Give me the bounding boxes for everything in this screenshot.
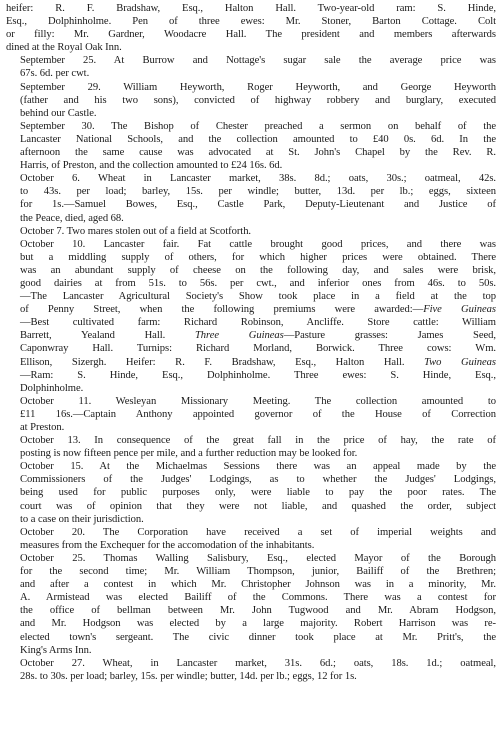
text-line: —The Lancaster Agricultural Society's Show took place in a field at the top bbox=[20, 291, 496, 303]
text-line: the office of bellman between Mr. John Tugwood and Mr. Abram Hodgson, bbox=[20, 605, 496, 617]
text-line: afternoon the same cause was advocated at St. John's Chapel by the Rev. R. bbox=[20, 147, 496, 159]
text-line: dined at the Royal Oak Inn. bbox=[6, 42, 122, 54]
text-line: —Best cultivated farm: Richard Robinson, Ancliffe. Store cattle: William bbox=[20, 317, 496, 329]
text-line: Caponwray Hall. Turnips: Richard Morland, Borwick. Three cows: Wm. bbox=[20, 343, 496, 355]
text-line: October 15. At the Michaelmas Sessions there was an appeal made by the bbox=[20, 461, 496, 473]
text-line: to 43s. per load; barley, 15s. per windle; butter, 13d. per lb.; eggs, sixteen bbox=[20, 186, 496, 198]
text-line: October 27. Wheat, in Lancaster market, 31s. 6d.; oats, 18s. 1d.; oatmeal, bbox=[20, 657, 496, 669]
text-line: and after a contest in which Mr. Christopher Johnson was in a minority, Mr. bbox=[20, 579, 496, 591]
paragraph bbox=[6, 81, 496, 120]
text-line: measures from the Exchequer for the accomodation of the inhabitants. bbox=[20, 539, 315, 551]
text-line: 28s. to 30s. per load; barley, 15s. per windle; butter, 14d. per lb.; eggs, 12 for 1s. bbox=[20, 670, 357, 682]
text-line: to a case on their jurisdiction. bbox=[20, 513, 144, 525]
text-line: being used for public purposes only, were liable to pay the poor rates. The bbox=[20, 487, 496, 499]
text-line: but a middling supply of others, for which higher prices were obtained. There bbox=[20, 251, 496, 263]
paragraph bbox=[6, 460, 496, 525]
text-line: 67s. 6d. per cwt. bbox=[20, 68, 90, 80]
text-line: Dolphinholme. bbox=[20, 382, 84, 394]
text-line: October 13. In consequence of the great fall in the price of hay, the rate of bbox=[20, 435, 496, 447]
text-line: October 20. The Corporation have received a set of imperial weights and bbox=[20, 526, 496, 538]
text-line: Commissioners of the Judges' Lodgings, as to whether the Judges' Lodgings, bbox=[20, 474, 496, 486]
text-line: Ellison, Sizergh. Heifer: R. F. Bradshaw, Esq., Halton Hall. Two Guineas bbox=[20, 356, 496, 368]
text-line: and Mr. Hodgson was elected by a large majority. Robert Harrison was re- bbox=[20, 618, 496, 630]
text-line: Harris, of Preston, and the collection amounted to £24 16s. 6d. bbox=[20, 160, 283, 172]
text-line: October 6. Wheat in Lancaster market, 38s. 8d.; oats, 30s.; oatmeal, 42s. bbox=[20, 173, 496, 185]
text-line: the Peace, died, aged 68. bbox=[20, 212, 124, 224]
text-line: posting is now fifteen pence per mile, and a further reduction may be looked for. bbox=[20, 448, 358, 460]
text-line: September 30. The Bishop of Chester preached a sermon on behalf of the bbox=[20, 120, 496, 132]
text-line: £11 16s.—Captain Anthony appointed governor of the House of Correction bbox=[20, 408, 496, 420]
paragraph bbox=[6, 172, 496, 224]
text-line: heifer: R. F. Bradshaw, Esq., Halton Hall. Two-year-old ram: S. Hinde, bbox=[6, 3, 496, 14]
text-line: October 25. Thomas Walling Salisbury, Esq., elected Mayor of the Borough bbox=[20, 552, 496, 564]
text-line: October 11. Wesleyan Missionary Meeting. The collection amounted to bbox=[20, 395, 496, 407]
text-line: or filly: Mr. Gardner, Woodacre Hall. The president and members afterwards bbox=[6, 29, 496, 41]
text-line: Barrett, Yealand Hall. Three Guineas—Pasture grasses: James Seed, bbox=[20, 330, 496, 342]
text-line: for 1s.—Samuel Bowes, Esq., Castle Park, Deputy-Lieutenant and Justice of bbox=[20, 199, 496, 211]
text-line: for the second time; Mr. William Thompson, junior, Bailiff of the Brethren; bbox=[20, 566, 496, 578]
text-line: September 25. At Burrow and Nottage's sugar sale the average price was bbox=[20, 55, 496, 67]
text-line: Lancaster National Schools, and the collection amounted to £40 0s. 6d. In the bbox=[20, 133, 496, 145]
text-line: at Preston. bbox=[20, 422, 65, 433]
paragraph bbox=[6, 225, 496, 238]
paragraph bbox=[6, 2, 496, 54]
text-line: court was of opinion that they were not liable, and quashed the order, subject bbox=[20, 500, 496, 512]
paragraph bbox=[6, 54, 496, 80]
paragraph bbox=[6, 526, 496, 552]
text-line: King's Arms Inn. bbox=[20, 644, 92, 656]
paragraph bbox=[6, 395, 496, 434]
paragraph bbox=[6, 238, 496, 395]
paragraph bbox=[6, 434, 496, 460]
text-line: September 29. William Heyworth, Roger Heyworth, and George Heyworth bbox=[20, 81, 496, 93]
text-line: —Ram: S. Hinde, Esq., Dolphinholme. Three ewes: S. Hinde, Esq., bbox=[20, 369, 496, 381]
text-line: October 7. Two mares stolen out of a field at Scotforth. bbox=[20, 225, 252, 237]
text-line: October 10. Lancaster fair. Fat cattle brought good prices, and there was bbox=[20, 238, 496, 250]
text-line: (father and his two sons), convicted of highway robbery and burglary, executed bbox=[20, 94, 496, 106]
text-line: elected town's sergeant. The civic dinner took place at Mr. Pritt's, the bbox=[20, 631, 496, 643]
paragraph bbox=[6, 657, 496, 683]
paragraph bbox=[6, 120, 496, 172]
text-line: Esq., Dolphinholme. Pen of three ewes: Mr. Stoner, Barton Cottage. Colt bbox=[6, 16, 496, 28]
text-line: of Penny Street, when the following premiums were awarded:—Five Guineas bbox=[20, 304, 497, 316]
paragraph bbox=[6, 552, 496, 657]
text-line: was an abundant supply of cheese on the following day, and sales were brisk, bbox=[20, 264, 496, 276]
text-line: A. Armistead was elected Bailiff of the Commons. There was a contest for bbox=[20, 592, 496, 604]
text-line: behind our Castle. bbox=[20, 107, 97, 119]
text-line: good dairies at from 51s. to 56s. per cwt., and inferior ones from 46s. to 50s. bbox=[20, 277, 496, 289]
